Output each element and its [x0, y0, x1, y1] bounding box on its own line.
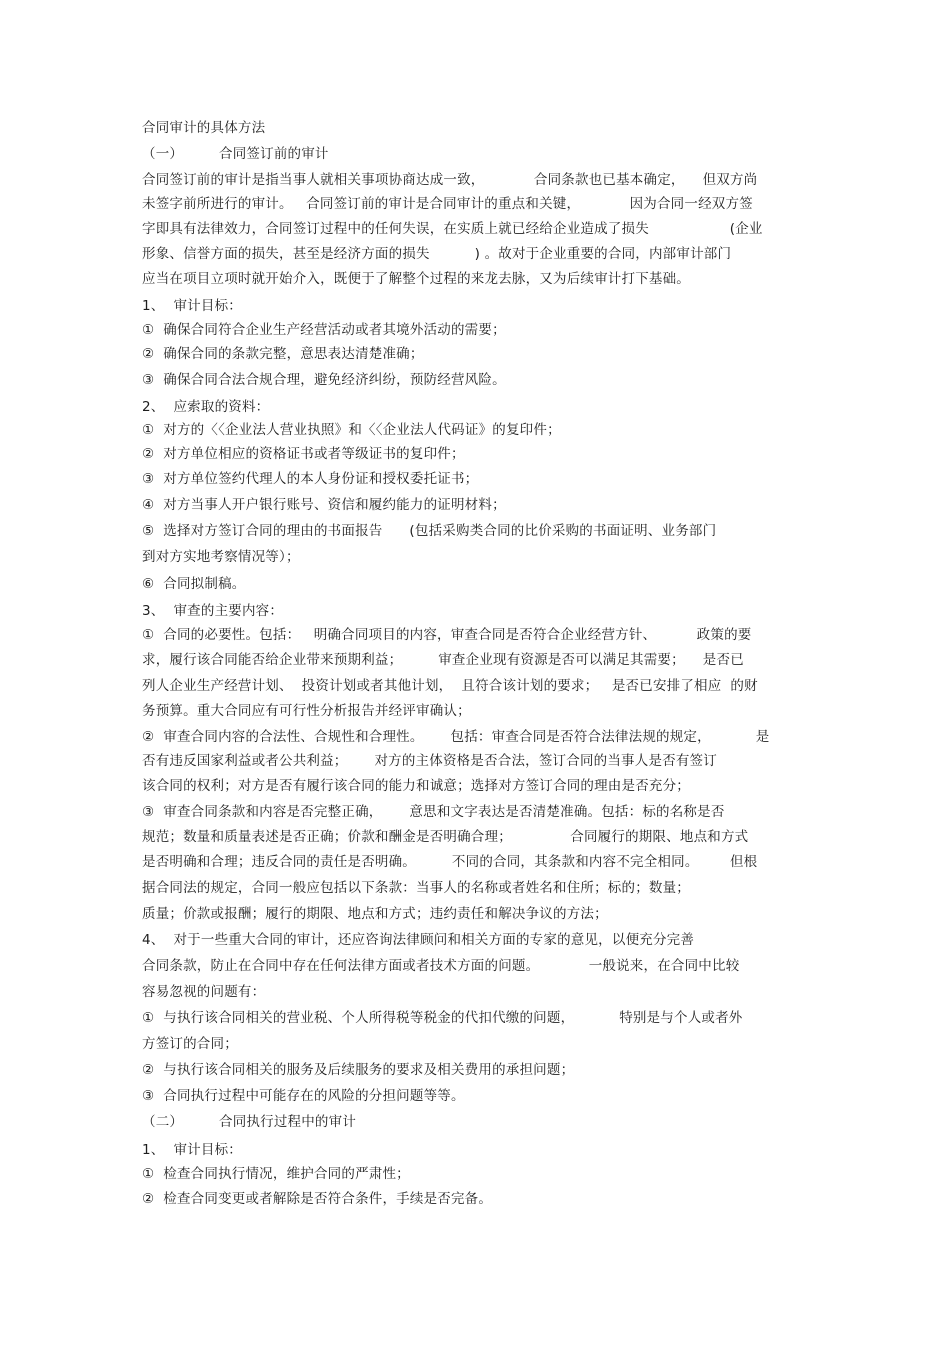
paragraph-line: 否有违反国家利益或者公共利益； 对方的主体资格是否合法，签订合同的当事人是否有签订: [142, 753, 717, 769]
list-item: ① 对方的〈〈企业法人营业执照》和〈〈企业法人代码证》的复印件；: [142, 422, 561, 438]
section-heading-2: （二） 合同执行过程中的审计: [142, 1114, 357, 1130]
list-item: ③ 确保合同合法合规合理，避免经济纠纷，预防经营风险。: [142, 372, 506, 388]
document-title: 合同审计的具体方法: [142, 120, 266, 136]
list-item: ① 与执行该合同相关的营业税、个人所得税等税金的代扣代缴的问题， 特别是与个人或者外: [142, 1010, 743, 1026]
list-item: ① 检查合同执行情况，维护合同的严肃性；: [142, 1166, 410, 1182]
paragraph-line: 是否明确和合理；违反合同的责任是否明确。 不同的合同，其条款和内容不完全相同。 但根: [142, 854, 758, 870]
paragraph-line: 合同条款，防止在合同中存在任何法律方面或者技术方面的问题。 一般说来，在合同中比较: [142, 958, 740, 974]
paragraph-line: 规范；数量和质量表述是否正确；价款和酬金是否明确合理； 合同履行的期限、地点和方式: [142, 829, 749, 845]
list-item: ① 合同的必要性。包括： 明确合同项目的内容，审查合同是否符合企业经营方针、 政策的要: [142, 627, 752, 643]
paragraph-line: 据合同法的规定，合同一般应包括以下条款：当事人的名称或者姓名和住所；标的；数量；: [142, 880, 690, 896]
paragraph-line: 应当在项目立项时就开始介入，既便于了解整个过程的来龙去脉，又为后续审计打下基础。: [142, 271, 690, 287]
list-item: ② 对方单位相应的资格证书或者等级证书的复印件；: [142, 446, 465, 462]
paragraph-line: 方签订的合同；: [142, 1036, 238, 1052]
paragraph-line: 质量；价款或报酬；履行的期限、地点和方式；违约责任和解决争议的方法；: [142, 906, 608, 922]
paragraph-line: 列人企业生产经营计划、 投资计划或者其他计划， 且符合该计划的要求； 是否已安排了相应 的财: [142, 678, 758, 694]
paragraph-line: 容易忽视的问题有：: [142, 984, 266, 1000]
list-item: ③ 对方单位签约代理人的本人身份证和授权委托证书；: [142, 471, 479, 487]
list-item: ② 与执行该合同相关的服务及后续服务的要求及相关费用的承担问题；: [142, 1062, 575, 1078]
list-item: ④ 对方当事人开户银行账号、资信和履约能力的证明材料；: [142, 497, 506, 513]
subsection-heading: 3、 审查的主要内容：: [142, 603, 284, 619]
list-item: ⑥ 合同拟制稿。: [142, 576, 246, 592]
paragraph-line: 该合同的权利；对方是否有履行该合同的能力和诚意；选择对方签订合同的理由是否充分；: [142, 778, 690, 794]
subsection-heading: 1、 审计目标：: [142, 1142, 242, 1158]
paragraph-line: 合同签订前的审计是指当事人就相关事项协商达成一致， 合同条款也已基本确定， 但双方尚: [142, 172, 758, 188]
subsection-heading: 1、 审计目标：: [142, 298, 242, 314]
paragraph-line: 未签字前所进行的审计。 合同签订前的审计是合同审计的重点和关键， 因为合同一经双方签: [142, 196, 753, 212]
list-item: ② 确保合同的条款完整，意思表达清楚准确；: [142, 346, 424, 362]
paragraph-line: 字即具有法律效力，合同签订过程中的任何失误，在实质上就已经给企业造成了损失 (企业: [142, 221, 763, 237]
list-item: ③ 审查合同条款和内容是否完整正确， 意思和文字表达是否清楚准确。包括：标的名称是否: [142, 804, 725, 820]
paragraph-line: 形象、信誉方面的损失，甚至是经济方面的损失 ) 。故对于企业重要的合同，内部审计部门: [142, 246, 732, 262]
list-item: 到对方实地考察情况等）；: [142, 549, 300, 565]
list-item: ⑤ 选择对方签订合同的理由的书面报告 (包括采购类合同的比价采购的书面证明、业务部门: [142, 523, 717, 539]
subsection-heading: 4、 对于一些重大合同的审计，还应咨询法律顾问和相关方面的专家的意见，以便充分完善: [142, 932, 695, 948]
paragraph-line: 求，履行该合同能否给企业带来预期利益； 审查企业现有资源是否可以满足其需要； 是否已: [142, 652, 744, 668]
subsection-heading: 2、 应索取的资料：: [142, 399, 270, 415]
list-item: ① 确保合同符合企业生产经营活动或者其境外活动的需要；: [142, 322, 506, 338]
list-item: ② 检查合同变更或者解除是否符合条件，手续是否完备。: [142, 1191, 493, 1207]
section-heading-1: （一） 合同签订前的审计: [142, 146, 329, 162]
list-item: ③ 合同执行过程中可能存在的风险的分担问题等等。: [142, 1088, 465, 1104]
paragraph-line: 务预算。重大合同应有可行性分析报告并经评审确认；: [142, 703, 471, 719]
list-item: ② 审查合同内容的合法性、合规性和合理性。 包括：审查合同是否符合法律法规的规定， 是: [142, 729, 770, 745]
